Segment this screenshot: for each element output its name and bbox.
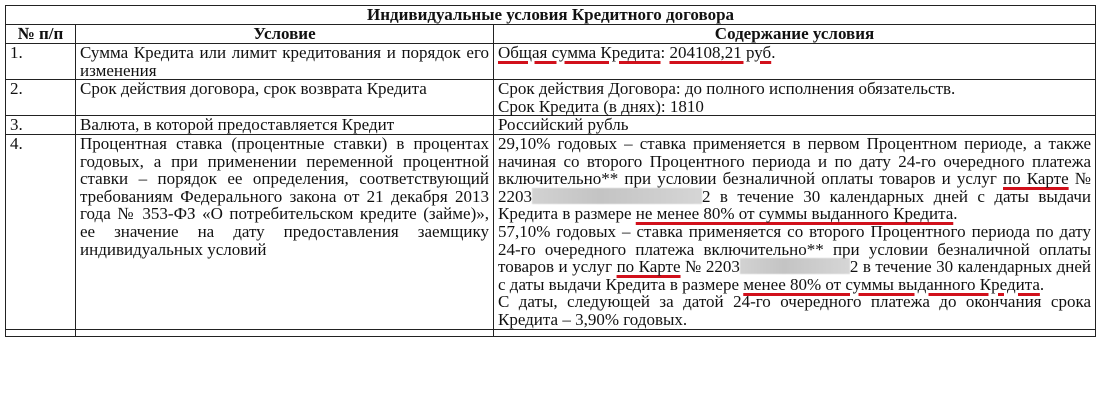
rate-2-end: . xyxy=(1039,274,1045,294)
credit-amount-value: 204108,21 руб xyxy=(669,43,772,62)
rate-1-end: . xyxy=(953,204,958,224)
title-row xyxy=(6,6,1096,25)
card-reference-2: по Карте xyxy=(616,257,681,277)
rate-1-term: 2 в течение 30 календарных дней с даты выдачи Кредита в размере xyxy=(498,186,1092,224)
row-number: 2. xyxy=(6,80,76,116)
card-number-2: № 2203 xyxy=(680,257,740,277)
row-condition: Срок действия договора, срок возврата Кредита xyxy=(76,80,494,116)
row-content: Российский рубль xyxy=(494,116,1096,135)
table-row xyxy=(6,134,1096,329)
credit-amount-separator: : xyxy=(660,43,670,62)
row-number: 3. xyxy=(6,116,76,135)
contract-page xyxy=(5,5,1095,337)
header-num: № п/п xyxy=(6,25,76,44)
table-row xyxy=(6,80,1096,116)
card-number-1: № 2203 xyxy=(498,169,1091,206)
credit-amount-label: Общая сумма Кредита xyxy=(498,43,661,62)
table-row xyxy=(6,116,1096,135)
row-content xyxy=(494,44,1096,80)
rate-1-text: 29,10% годовых – ставка применяется в первом Процентном периоде, а также начиная со второго Процентного периода и по дату 24-го очередного платежа включительно** при условии безналичной оплаты товаров и услуг xyxy=(498,133,1092,189)
cut-cell xyxy=(6,329,76,336)
rate-paragraph-3: С даты, следующей за датой 24-го очередного платежа до окончания срока Кредита – 3,90% годовых. xyxy=(498,292,1092,329)
row-number: 1. xyxy=(6,44,76,80)
header-row xyxy=(6,25,1096,44)
redacted-card-digits xyxy=(740,258,850,274)
credit-amount-end: . xyxy=(771,43,776,62)
table-row-cut xyxy=(6,329,1096,336)
min-80-percent-condition: не менее 80% от суммы выданного Кредита xyxy=(635,204,954,224)
document-title: Индивидуальные условия Кредитного договора xyxy=(6,6,1096,25)
row-number: 4. xyxy=(6,134,76,329)
row-condition: Сумма Кредита или лимит кредитования и порядок его изменения xyxy=(76,44,494,80)
row-condition: Валюта, в которой предоставляется Кредит xyxy=(76,116,494,135)
cut-cell xyxy=(494,329,1096,336)
cut-cell xyxy=(76,329,494,336)
header-condition: Условие xyxy=(76,25,494,44)
less-80-percent-condition: менее 80% от суммы выданного Кредита xyxy=(743,274,1040,294)
card-reference-1: по Карте xyxy=(1003,169,1069,189)
term-line-1: Срок действия Договора: до полного исполнения обязательств. xyxy=(498,79,956,99)
row-content xyxy=(494,134,1096,329)
term-line-2: Срок Кредита (в днях): 1810 xyxy=(498,96,704,116)
rate-2-term: 2 в течение 30 календарных дней с даты выдачи Кредита в размере xyxy=(498,257,1092,294)
contract-conditions-table xyxy=(5,5,1096,337)
rate-2-text: 57,10% годовых – ставка применяется со второго Процентного периода по дату 24-го очередного платежа включительно** при условии безналичной оплаты товаров и услуг xyxy=(498,221,1092,277)
rate-paragraph-1 xyxy=(498,135,1091,223)
redacted-card-digits xyxy=(532,188,702,204)
row-content xyxy=(494,80,1096,116)
header-content: Содержание условия xyxy=(494,25,1096,44)
rate-paragraph-2 xyxy=(498,223,1091,293)
table-row xyxy=(6,44,1096,80)
row-condition: Процентная ставка (процентные ставки) в процентах годовых, а при применении переменной процентной ставки – порядок ее определения, соответствующий требованиям Федерального закона от 21 декабря 2013 года № 353-ФЗ «О потребительском кредите (займе)», ее значение на дату предоставления заемщику индивидуальных условий xyxy=(76,134,494,329)
